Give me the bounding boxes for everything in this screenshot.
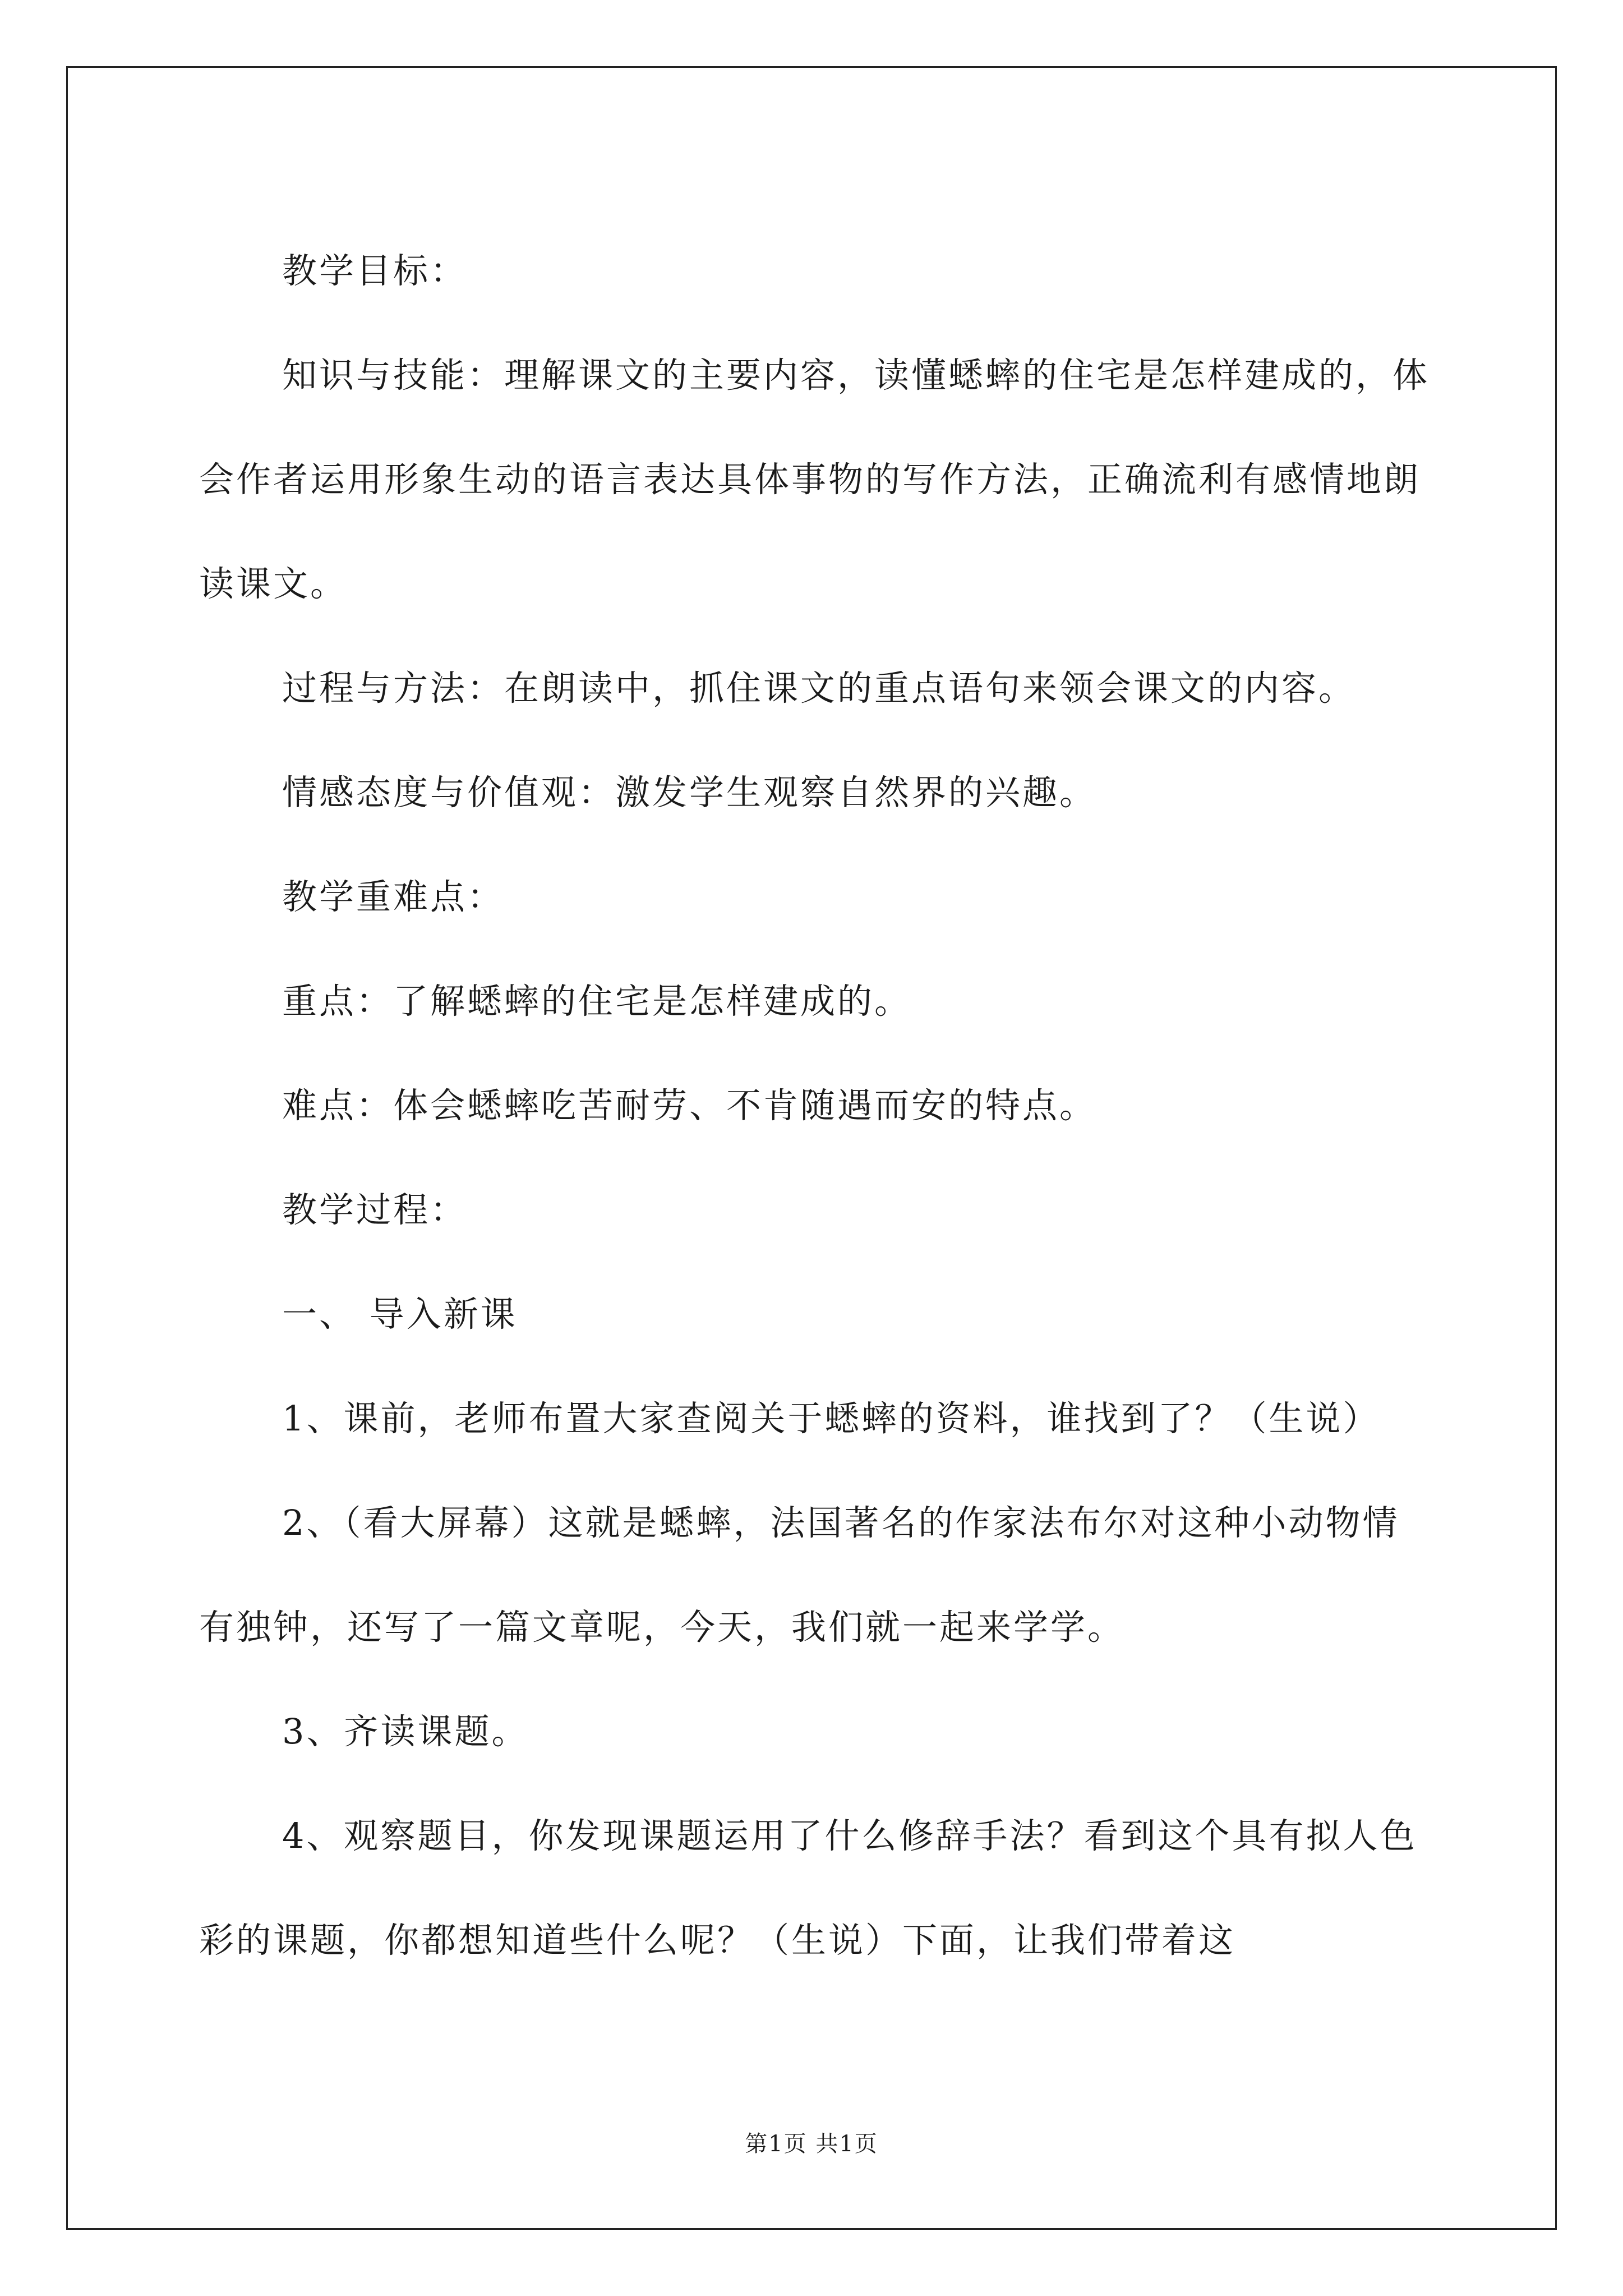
- paragraph-section-one: 一、 导入新课: [282, 1294, 518, 1335]
- paragraph-key-point: 重点：了解蟋蟀的住宅是怎样建成的。: [282, 981, 912, 1022]
- paragraph-item-1: 1、课前，老师布置大家查阅关于蟋蟀的资料，谁找到了？（生说）: [282, 1398, 1380, 1439]
- paragraph-emotion-values: 情感态度与价值观：激发学生观察自然界的兴趣。: [282, 772, 1097, 813]
- paragraph-teaching-goals-heading: 教学目标：: [282, 250, 468, 291]
- page-footer: 第1页 共1页: [745, 2131, 878, 2157]
- paragraph-item-4: 4、观察题目，你发现课题运用了什么修辞手法？看到这个具有拟人色彩的课题，你都想知道些什么呢？（生说）下面，让我们带着这: [199, 1815, 1417, 1961]
- paragraph-process-method: 过程与方法：在朗读中，抓住课文的重点语句来领会课文的内容。: [282, 668, 1356, 708]
- paragraph-teaching-process-heading: 教学过程：: [282, 1189, 468, 1230]
- paragraph-item-2: 2、（看大屏幕）这就是蟋蟀，法国著名的作家法布尔对这种小动物情有独钟，还写了一篇文章呢，今天，我们就一起来学学。: [199, 1502, 1400, 1648]
- document-body: [199, 219, 1433, 1993]
- paragraph-knowledge-skills: 知识与技能：理解课文的主要内容，读懂蟋蟀的住宅是怎样建成的，体会作者运用形象生动的语言表达具体事物的写作方法，正确流利有感情地朗读课文。: [199, 355, 1430, 604]
- paragraph-item-3: 3、齐读课题。: [282, 1711, 529, 1752]
- paragraph-key-difficult-heading: 教学重难点：: [282, 876, 505, 917]
- paragraph-difficult-point: 难点：体会蟋蟀吃苦耐劳、不肯随遇而安的特点。: [282, 1085, 1097, 1126]
